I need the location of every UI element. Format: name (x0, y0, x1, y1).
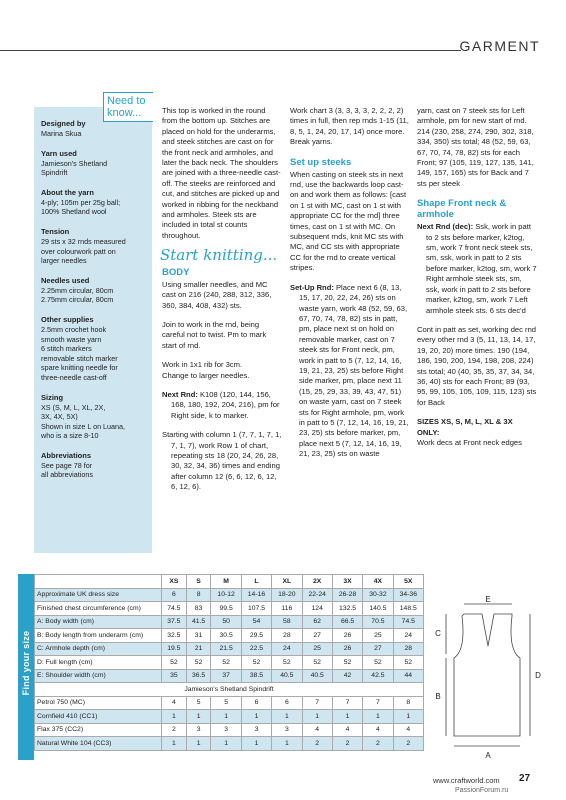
table-row (35, 669, 424, 683)
sidebar-block-line: over colourwork patt on (41, 246, 116, 256)
value-cell: 22-24 (302, 588, 332, 602)
sidebar-block-line: See page 78 for (41, 460, 93, 470)
sizes-paragraph: Work decs at Front neck edges (417, 437, 522, 447)
value-cell: 1 (272, 737, 302, 751)
value-cell: 27 (363, 642, 393, 656)
value-cell: 30-32 (363, 588, 393, 602)
value-cell: 52 (363, 656, 393, 670)
value-cell: 41.5 (186, 615, 211, 629)
value-cell: 52 (393, 656, 423, 670)
sidebar-block-line: 6 stitch markers (41, 344, 92, 354)
value-cell: 2 (302, 737, 332, 751)
sidebar-block-heading: Designed by (41, 119, 86, 128)
value-cell: 1 (186, 710, 211, 724)
sidebar-block (41, 276, 145, 305)
sidebar-block-line: 4-ply; 105m per 25g ball; (41, 197, 121, 207)
header-rule (0, 50, 461, 51)
size-column-header: 3X (332, 575, 362, 589)
value-cell: 21 (186, 642, 211, 656)
value-cell: 26 (332, 629, 362, 643)
value-cell: 74.5 (393, 615, 423, 629)
table-row (35, 629, 424, 643)
value-cell: 40.5 (302, 669, 332, 683)
sidebar-block-line: 29 sts x 32 rnds measured (41, 236, 126, 246)
dec-rnd-label: Next Rnd (dec): (417, 222, 474, 232)
sidebar-block-line: three-needle cast-off (41, 372, 107, 382)
value-cell: 24 (393, 629, 423, 643)
value-cell: 42.5 (363, 669, 393, 683)
value-cell: 52 (186, 656, 211, 670)
dec-rnd-instruction (417, 222, 537, 316)
garment-schematic (432, 596, 542, 766)
sizes-heading: SIZES XS, S, M, L, XL & 3X ONLY: (417, 417, 513, 437)
chart-paragraph: Work chart 3 (3, 3, 3, 3, 2, 2, 2, 2) times in full, then rep rnds 1-15 (11, 8, 5, 1, 24, 20, 17, 14) once more. Break yarns. (290, 106, 409, 147)
row-label-cell: C: Armhole depth (cm) (35, 642, 162, 656)
label-d: D (535, 671, 541, 680)
sidebar-block-heading: About the yarn (41, 187, 94, 197)
value-cell: 36.5 (186, 669, 211, 683)
sidebar-block-line: 2.25mm circular, 80cm (41, 285, 114, 295)
value-cell: 3 (272, 723, 302, 737)
value-cell: 52 (272, 656, 302, 670)
body-heading: BODY (162, 266, 190, 278)
setup-rnd-label: Set-Up Rnd: (290, 282, 334, 292)
value-cell: 28 (393, 642, 423, 656)
steeks-paragraph: When casting on steek sts in next rnd, use the backwards loop cast-on and work them as follows: [cast on 1 st with MC, cast on 1 st with appropriate CC for the rnd] three times, cast on 1 st with MC. On subsequent rnds, knit MC sts with MC, and CC sts with appropriate CC for the rnd to create vertical stripes. (290, 169, 407, 273)
sidebar-block-heading: Other supplies (41, 314, 94, 324)
value-cell: 1 (272, 710, 302, 724)
value-cell: 28 (272, 629, 302, 643)
value-cell: 27 (302, 629, 332, 643)
value-cell: 22.5 (241, 642, 271, 656)
value-cell: 52 (332, 656, 362, 670)
sidebar-block (41, 393, 145, 441)
value-cell: 52 (211, 656, 241, 670)
value-cell: 52 (302, 656, 332, 670)
label-a: A (485, 751, 491, 760)
value-cell: 1 (162, 710, 187, 724)
value-cell: 2 (363, 737, 393, 751)
value-cell: 2 (393, 737, 423, 751)
steek-continuation-paragraph: yarn, cast on 7 steek sts for Left armhole, pm for new start of rnd. 214 (230, 258, 274, 290, 302, 318, 334, 350) sts total; 48 (52, 59, 63, 67, 70, 74, 78, 82) sts for each Front; 97 (105, 119, 127, 135, 141, 149, 157, 165) sts for Back and 7 sts per steek (417, 106, 534, 188)
sidebar-block-line: XS (S, M, L, XL, 2X, (41, 402, 106, 412)
continue-paragraph: Cont in patt as set, working dec rnd every other rnd 3 (5, 11, 13, 14, 17, 19, 20, 20) more times. 190 (194, 186, 190, 200, 194, 198, 208, 224) sts total; 40 (40, 35, 35, 37, 34, 34, 36, 40) sts for each Front; 89 (93, 95, 99, 105, 105, 109, 115, 123) sts for Back (417, 324, 537, 407)
value-cell: 44 (393, 669, 423, 683)
size-column-header: 5X (393, 575, 423, 589)
value-cell: 132.5 (332, 602, 362, 616)
size-table-header (35, 575, 424, 589)
find-your-size-tab (18, 574, 34, 760)
size-column-header: S (186, 575, 211, 589)
value-cell: 8 (393, 696, 423, 710)
need-to-know-badge: Need to know... (103, 92, 153, 122)
yarn-title-cell: Jamieson's Shetland Spindrift (35, 683, 424, 697)
value-cell: 54 (241, 615, 271, 629)
sidebar-block (41, 451, 145, 480)
find-your-size-label: Find your size (21, 630, 31, 696)
value-cell: 4 (162, 696, 187, 710)
value-cell: 1 (211, 737, 241, 751)
next-rnd-label: Next Rnd: (162, 389, 198, 399)
sidebar-block (41, 149, 145, 178)
sidebar-block-line: Shown in size L on Luana, (41, 421, 126, 431)
value-cell: 37.5 (162, 615, 187, 629)
value-cell: 148.5 (393, 602, 423, 616)
watermark: PassionForum.ru (455, 787, 509, 794)
table-row (35, 723, 424, 737)
label-c: C (435, 629, 441, 638)
label-e: E (485, 596, 491, 604)
sidebar-block-line: smooth waste yarn (41, 334, 102, 344)
size-column-header: XS (162, 575, 187, 589)
value-cell: 140.5 (363, 602, 393, 616)
value-cell: 19.5 (162, 642, 187, 656)
value-cell: 1 (393, 710, 423, 724)
value-cell: 8 (186, 588, 211, 602)
value-cell: 29.5 (241, 629, 271, 643)
body-paragraph-2: Join to work in the rnd, being careful not to twist. Pm to mark start of rnd. (162, 319, 267, 350)
size-column-header: M (211, 575, 241, 589)
yarn-title-row (35, 683, 424, 697)
value-cell: 1 (186, 737, 211, 751)
value-cell: 42 (332, 669, 362, 683)
value-cell: 25 (363, 629, 393, 643)
value-cell: 3 (211, 723, 241, 737)
row-label-cell: B: Body length from underarm (cm) (35, 629, 162, 643)
value-cell: 1 (241, 710, 271, 724)
table-row (35, 602, 424, 616)
value-cell: 4 (363, 723, 393, 737)
value-cell: 30.5 (211, 629, 241, 643)
value-cell: 52 (162, 656, 187, 670)
sidebar-block (41, 315, 145, 383)
value-cell: 6 (162, 588, 187, 602)
page-number: 27 (519, 773, 531, 784)
value-cell: 6 (241, 696, 271, 710)
size-column-header: XL (272, 575, 302, 589)
sidebar-block-line: Spindrift (41, 168, 68, 178)
instructions-column-3 (417, 106, 537, 457)
table-row (35, 737, 424, 751)
sidebar-block-heading: Yarn used (41, 148, 77, 158)
value-cell: 1 (211, 710, 241, 724)
row-label-cell: Petrol 750 (MC) (35, 696, 162, 710)
value-cell: 5 (211, 696, 241, 710)
value-cell: 50 (211, 615, 241, 629)
sidebar-block-line: removable stitch marker (41, 353, 118, 363)
body-paragraph-5: Starting with column 1 (7, 7, 1, 7, 1, 7, 1, 7), work Row 1 of chart, repeating sts 18 (20, 24, 26, 28, 30, 32, 34, 36) times and ending after column 12 (6, 6, 12, 6, 12, 6, 12, 6). (162, 430, 282, 492)
value-cell: 52 (241, 656, 271, 670)
sidebar-block-line: Jamieson's Shetland (41, 158, 108, 168)
value-cell: 83 (186, 602, 211, 616)
label-b: B (435, 692, 441, 701)
table-row (35, 656, 424, 670)
value-cell: 3 (186, 723, 211, 737)
sidebar-block-heading: Tension (41, 226, 70, 236)
body-paragraph-1: Using smaller needles, and MC cast on 216 (240, 288, 312, 336, 360, 384, 408, 432) sts. (162, 279, 272, 310)
value-cell: 4 (393, 723, 423, 737)
size-column-header: 4X (363, 575, 393, 589)
sidebar-block (41, 188, 145, 217)
row-label-cell: Approximate UK dress size (35, 588, 162, 602)
shape-front-neck-heading: Shape Front neck & armhole (417, 198, 507, 221)
value-cell: 1 (363, 710, 393, 724)
value-cell: 99.5 (211, 602, 241, 616)
sidebar-block-line: 2.5mm crochet hook (41, 324, 107, 334)
value-cell: 40.5 (272, 669, 302, 683)
value-cell: 5 (186, 696, 211, 710)
value-cell: 124 (302, 602, 332, 616)
value-cell: 18-20 (272, 588, 302, 602)
instructions-column-1 (162, 106, 282, 502)
value-cell: 34-36 (393, 588, 423, 602)
value-cell: 26-28 (332, 588, 362, 602)
table-row (35, 615, 424, 629)
setup-rnd-text: Place next 6 (8, 13, 15, 17, 20, 22, 24, 26) sts on waste yarn, work 48 (52, 59, 63, 67, 70, 74, 78, 82) sts in patt, pm, place next st on hold on removable marker, cast on 7 steek sts for Front neck, pm, work in patt to 5 (7, 12, 14, 16, 19, 21, 23, 25) sts before Right side marker, pm, place next 11 (15, 25, 29, 33, 39, 43, 47, 51) on waste yarn, cast on 7 steek sts for Right armhole, pm, work in patt to 5 (7, 12, 14, 16, 19, 21, 23, 25) sts before marker, pm, place next 5 (7, 12, 14, 16, 19, 21, 23, 25) sts on waste (299, 282, 409, 459)
sidebar-block-line: larger needles (41, 256, 87, 266)
setup-rnd-instruction (290, 283, 410, 460)
sidebar-block (41, 227, 145, 266)
value-cell: 107.5 (241, 602, 271, 616)
need-to-know-sidebar (34, 107, 152, 553)
row-label-cell: A: Body width (cm) (35, 615, 162, 629)
row-label-cell: Flax 375 (CC2) (35, 723, 162, 737)
value-cell: 2 (332, 737, 362, 751)
value-cell: 66.5 (332, 615, 362, 629)
sidebar-block-line: 3X, 4X, 5X) (41, 412, 78, 422)
value-cell: 24 (272, 642, 302, 656)
row-label-cell: Cornfield 410 (CC1) (35, 710, 162, 724)
next-rnd-text: K108 (120, 144, 156, 168, 180, 192, 204, 216), pm for Right side, k to marker. (171, 389, 280, 420)
sidebar-block-line: spare knitting needle for (41, 363, 118, 373)
intro-paragraph: This top is worked in the round from the bottom up. Stitches are placed on hold for the underarms, and steek stitches are cast on for the front neck and armholes, and later the back neck. The shoulders are joined with a three-needle cast-off. The steeks are reinforced and cut, and stitches are picked up and worked in ribbing for the neckband and armholes. Steek sts are included in total st counts throughout. (162, 106, 281, 240)
value-cell: 14-16 (241, 588, 271, 602)
value-cell: 10-12 (211, 588, 241, 602)
table-row (35, 696, 424, 710)
value-cell: 31 (186, 629, 211, 643)
size-column-header: 2X (302, 575, 332, 589)
value-cell: 38.5 (241, 669, 271, 683)
value-cell: 7 (302, 696, 332, 710)
value-cell: 32.5 (162, 629, 187, 643)
value-cell: 3 (241, 723, 271, 737)
value-cell: 58 (272, 615, 302, 629)
steeks-heading: Set up steeks (290, 156, 352, 168)
sidebar-block-line: who is a size 8-10 (41, 431, 99, 441)
dec-rnd-text: Ssk, work in patt to 2 sts before marker, k2tog, sm, work 7 front neck steek sts, sm, ssk, work in patt to 2 sts before marker, k2tog, sm, work 7 Right armhole steek sts, sm, ssk, work in patt to 2 sts before marker, k2tog, sm, work 7 Left armhole steek sts. 6 sts dec'd (426, 222, 537, 315)
section-title: GARMENT (459, 38, 540, 54)
size-column-header: L (241, 575, 271, 589)
row-label-cell: E: Shoulder width (cm) (35, 669, 162, 683)
value-cell: 1 (162, 737, 187, 751)
value-cell: 37 (211, 669, 241, 683)
body-paragraph-4: Change to larger needles. (162, 370, 250, 380)
sidebar-block-heading: Sizing (41, 392, 64, 402)
row-label-cell: Finished chest circumference (cm) (35, 602, 162, 616)
value-cell: 21.5 (211, 642, 241, 656)
value-cell: 2 (162, 723, 187, 737)
body-paragraph-3: Work in 1x1 rib for 3cm. (162, 360, 243, 370)
value-cell: 62 (302, 615, 332, 629)
footer-url: www.craftworld.com (433, 776, 500, 785)
start-knitting-heading: Start knitting... (160, 246, 278, 265)
value-cell: 1 (332, 710, 362, 724)
row-label-cell: D: Full length (cm) (35, 656, 162, 670)
sidebar-block-heading: Abbreviations (41, 450, 92, 460)
value-cell: 26 (332, 642, 362, 656)
value-cell: 116 (272, 602, 302, 616)
value-cell: 1 (302, 710, 332, 724)
next-rnd-instruction (162, 390, 282, 421)
value-cell: 35 (162, 669, 187, 683)
instructions-column-2 (290, 106, 410, 469)
value-cell: 4 (302, 723, 332, 737)
value-cell: 1 (241, 737, 271, 751)
table-row (35, 588, 424, 602)
table-row (35, 710, 424, 724)
sidebar-block-line: Marina Skua (41, 129, 82, 138)
sidebar-block-line: 2.75mm circular, 80cm (41, 295, 114, 305)
sidebar-block-line: all abbreviations (41, 470, 93, 480)
row-label-cell: Natural White 104 (CC3) (35, 737, 162, 751)
value-cell: 74.5 (162, 602, 187, 616)
garment-outline (454, 614, 520, 736)
value-cell: 4 (332, 723, 362, 737)
value-cell: 7 (332, 696, 362, 710)
table-row (35, 642, 424, 656)
value-cell: 70.5 (363, 615, 393, 629)
value-cell: 6 (272, 696, 302, 710)
size-column-header (35, 575, 162, 589)
sidebar-block-heading: Needles used (41, 275, 90, 285)
size-table (34, 574, 424, 751)
sidebar-block-line: 100% Shetland wool (41, 207, 107, 217)
value-cell: 7 (363, 696, 393, 710)
value-cell: 25 (302, 642, 332, 656)
